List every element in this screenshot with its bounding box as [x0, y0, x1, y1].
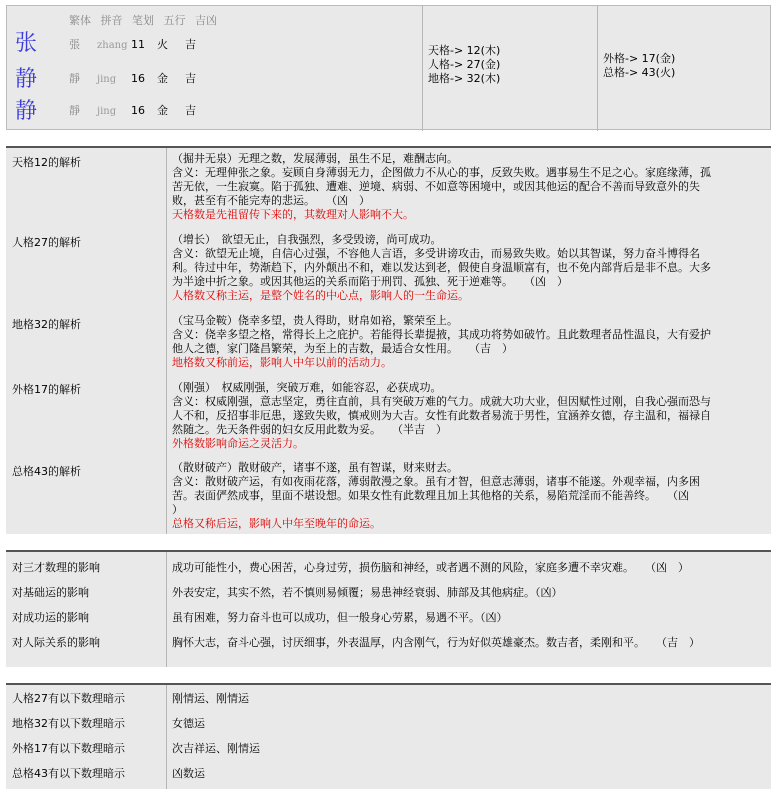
analysis-line: 人不和，反招事非厄患，遂致失败，慎戒则为大吉。女性有此数者易流于男性，宜涵养女德，存主温和，福禄自: [172, 409, 711, 422]
hint-text: 凶数运: [172, 767, 205, 780]
analysis-line: （增长） 欲望无止，自我强烈，多受毁谤，尚可成功。: [172, 233, 442, 246]
hints-panel: [6, 683, 771, 789]
analysis-note: 天格数是先祖留传下来的，其数理对人影响不大。: [172, 208, 414, 221]
strokes: 11: [131, 38, 145, 51]
influence-text: 成功可能性小，费心困苦，心身过劳，损伤脑和神经，或者遇不测的风险，家庭多遭不幸灾难。 （凶 ）: [172, 561, 689, 574]
analysis-block-di-ge: [172, 314, 766, 370]
name-row-3: [69, 102, 196, 118]
analysis-note: 地格数又称前运，影响人中年以前的活动力。: [172, 356, 392, 369]
influence-panel: [6, 550, 771, 667]
column-pinyin: 拼音: [100, 14, 123, 27]
traditional-char: 張: [69, 38, 80, 51]
analysis-note: 人格数又称主运，是整个姓名的中心点，影响人的一生命运。: [172, 289, 469, 302]
analysis-line: （掘井无泉）无理之数，发展薄弱，虽生不足，难酬志向。: [172, 152, 458, 165]
analysis-line: 含义：欲望无止境，自信心过强，不容他人言语，多受讲谤攻击，而易致失败。始以其智谋，努力奋斗博得名: [172, 247, 700, 260]
analysis-title-ren-ge: 人格27的解析: [12, 236, 81, 249]
ge-list-left: [428, 44, 500, 86]
influence-label: 对三才数理的影响: [12, 561, 100, 574]
analysis-line: 含义：权威刚强，意志坚定，勇往直前，具有突破万难的气力。成就大功大业，但因赋性过刚，自我心强而恐与: [172, 395, 711, 408]
influence-label: 对成功运的影响: [12, 611, 89, 624]
pinyin: jing: [97, 106, 117, 117]
influence-text: 虽有困难，努力奋斗也可以成功，但一般身心劳累，易遇不平。（凶）: [172, 611, 508, 624]
analysis-block-tian-ge: [172, 152, 766, 222]
analysis-line: 苦。表面俨然成事，里面不堪设想。如果女性有此数理且加上其他格的关系，易陷荒淫而不能善终。 （凶: [172, 489, 689, 502]
hint-text: 次吉祥运、刚情运: [172, 742, 260, 755]
column-traditional: 繁体: [69, 14, 91, 27]
hint-label: 人格27有以下数理暗示: [12, 692, 125, 705]
analysis-panel: [6, 146, 771, 534]
analysis-note: 总格又称后运，影响人中年至晚年的命运。: [172, 517, 381, 530]
analysis-line: ）: [172, 503, 183, 516]
analysis-title-tian-ge: 天格12的解析: [12, 156, 81, 169]
wai-ge: 外格-> 17(金): [603, 52, 676, 65]
column-divider: [597, 6, 598, 131]
strokes: 16: [131, 104, 145, 117]
analysis-block-wai-ge: [172, 381, 766, 451]
element: 金: [157, 104, 168, 117]
name-row-2: [69, 70, 196, 86]
traditional-char: 靜: [69, 104, 80, 117]
element: 火: [157, 38, 168, 51]
analysis-block-zong-ge: [172, 461, 766, 531]
analysis-line: 苦无依，一生寂寞。陷于孤独、遭难、逆境、病弱、不如意等困境中，或因其他运的配合不善而导致意外的失: [172, 180, 700, 193]
zong-ge: 总格-> 43(火): [603, 66, 676, 79]
analysis-line: 含义：无理伸张之象。妄顾自身薄弱无力，企图做力不从心的事，反致失败。遇事易生不足之心。家庭缘薄，孤: [172, 166, 711, 179]
analysis-line: 他人之德，家门隆昌繁荣，为至上的吉数，最适合女性用。 （吉 ）: [172, 342, 513, 355]
analysis-title-di-ge: 地格32的解析: [12, 318, 81, 331]
column-luck: 吉凶: [195, 14, 217, 27]
analysis-note: 外格数影响命运之灵活力。: [172, 437, 304, 450]
name-header-panel: [6, 5, 771, 130]
ren-ge: 人格-> 27(金): [428, 58, 501, 71]
analysis-title-zong-ge: 总格43的解析: [12, 465, 81, 478]
luck: 吉: [185, 72, 196, 85]
analysis-line: （散财破产）散财破产，诸事不遂，虽有智谋，财来财去。: [172, 461, 458, 474]
name-char-1: 张: [15, 31, 38, 56]
luck: 吉: [185, 104, 196, 117]
analysis-line: （宝马金鞍）侥幸多望，贵人得助，财帛如裕，繁荣至上。: [172, 314, 458, 327]
hint-label: 外格17有以下数理暗示: [12, 742, 125, 755]
analysis-block-ren-ge: [172, 233, 766, 303]
hint-label: 总格43有以下数理暗示: [12, 767, 125, 780]
influence-label: 对人际关系的影响: [12, 636, 100, 649]
luck: 吉: [185, 38, 196, 51]
analysis-line: （刚强） 权威刚强，突破万难，如能容忍，必获成功。: [172, 381, 442, 394]
name-char-3: 静: [15, 99, 38, 124]
analysis-line: 然随之。先天条件弱的妇女反用此数为妥。 （半吉 ）: [172, 423, 447, 436]
pinyin: zhang: [97, 40, 128, 51]
influence-text: 外表安定，其实不然，若不慎则易倾覆；易患神经衰弱、肺部及其他病症。（凶）: [172, 586, 563, 599]
analysis-line: 含义：侥幸多望之格，常得长上之庇护。若能得长辈提掖，其成功将势如破竹。且此数理者品性温良，大有爱护: [172, 328, 711, 341]
analysis-line: 利。待过中年，势渐趋下，内外颠出不和，难以发达到老，假使自身温顺富有，也不免内部背后是非不息。大多: [172, 261, 711, 274]
column-strokes: 笔划: [132, 14, 154, 27]
element: 金: [157, 72, 168, 85]
strokes: 16: [131, 72, 145, 85]
tian-ge: 天格-> 12(木): [428, 44, 501, 57]
traditional-char: 靜: [69, 72, 80, 85]
influence-text: 胸怀大志，奋斗心强，讨厌细事，外表温厚，内含刚气，行为好似英雄豪杰。数吉者，柔刚和平。 （吉 ）: [172, 636, 700, 649]
column-element: 五行: [163, 14, 186, 27]
hint-text: 刚情运、刚情运: [172, 692, 249, 705]
analysis-line: 含义：散财破产运，有如夜雨花落，薄弱散漫之象。虽有才智，但意志薄弱，诸事不能遂。外观幸福，内多困: [172, 475, 700, 488]
pinyin: jing: [97, 74, 117, 85]
header-columns: [69, 12, 223, 28]
hint-text: 女德运: [172, 717, 205, 730]
ge-list-right: [603, 52, 675, 80]
name-char-2: 静: [15, 67, 38, 92]
analysis-line: 败，甚至有不能完寿的悲运。 （凶 ）: [172, 194, 370, 207]
di-ge: 地格-> 32(木): [428, 72, 501, 85]
column-divider: [422, 6, 423, 131]
analysis-title-wai-ge: 外格17的解析: [12, 383, 81, 396]
name-row-1: [69, 36, 196, 52]
influence-label: 对基础运的影响: [12, 586, 89, 599]
analysis-line: 为半途中折之象。或因其他运的关系而陷于刑罚、孤独、死于逆难等。 （凶 ）: [172, 275, 568, 288]
hint-label: 地格32有以下数理暗示: [12, 717, 125, 730]
